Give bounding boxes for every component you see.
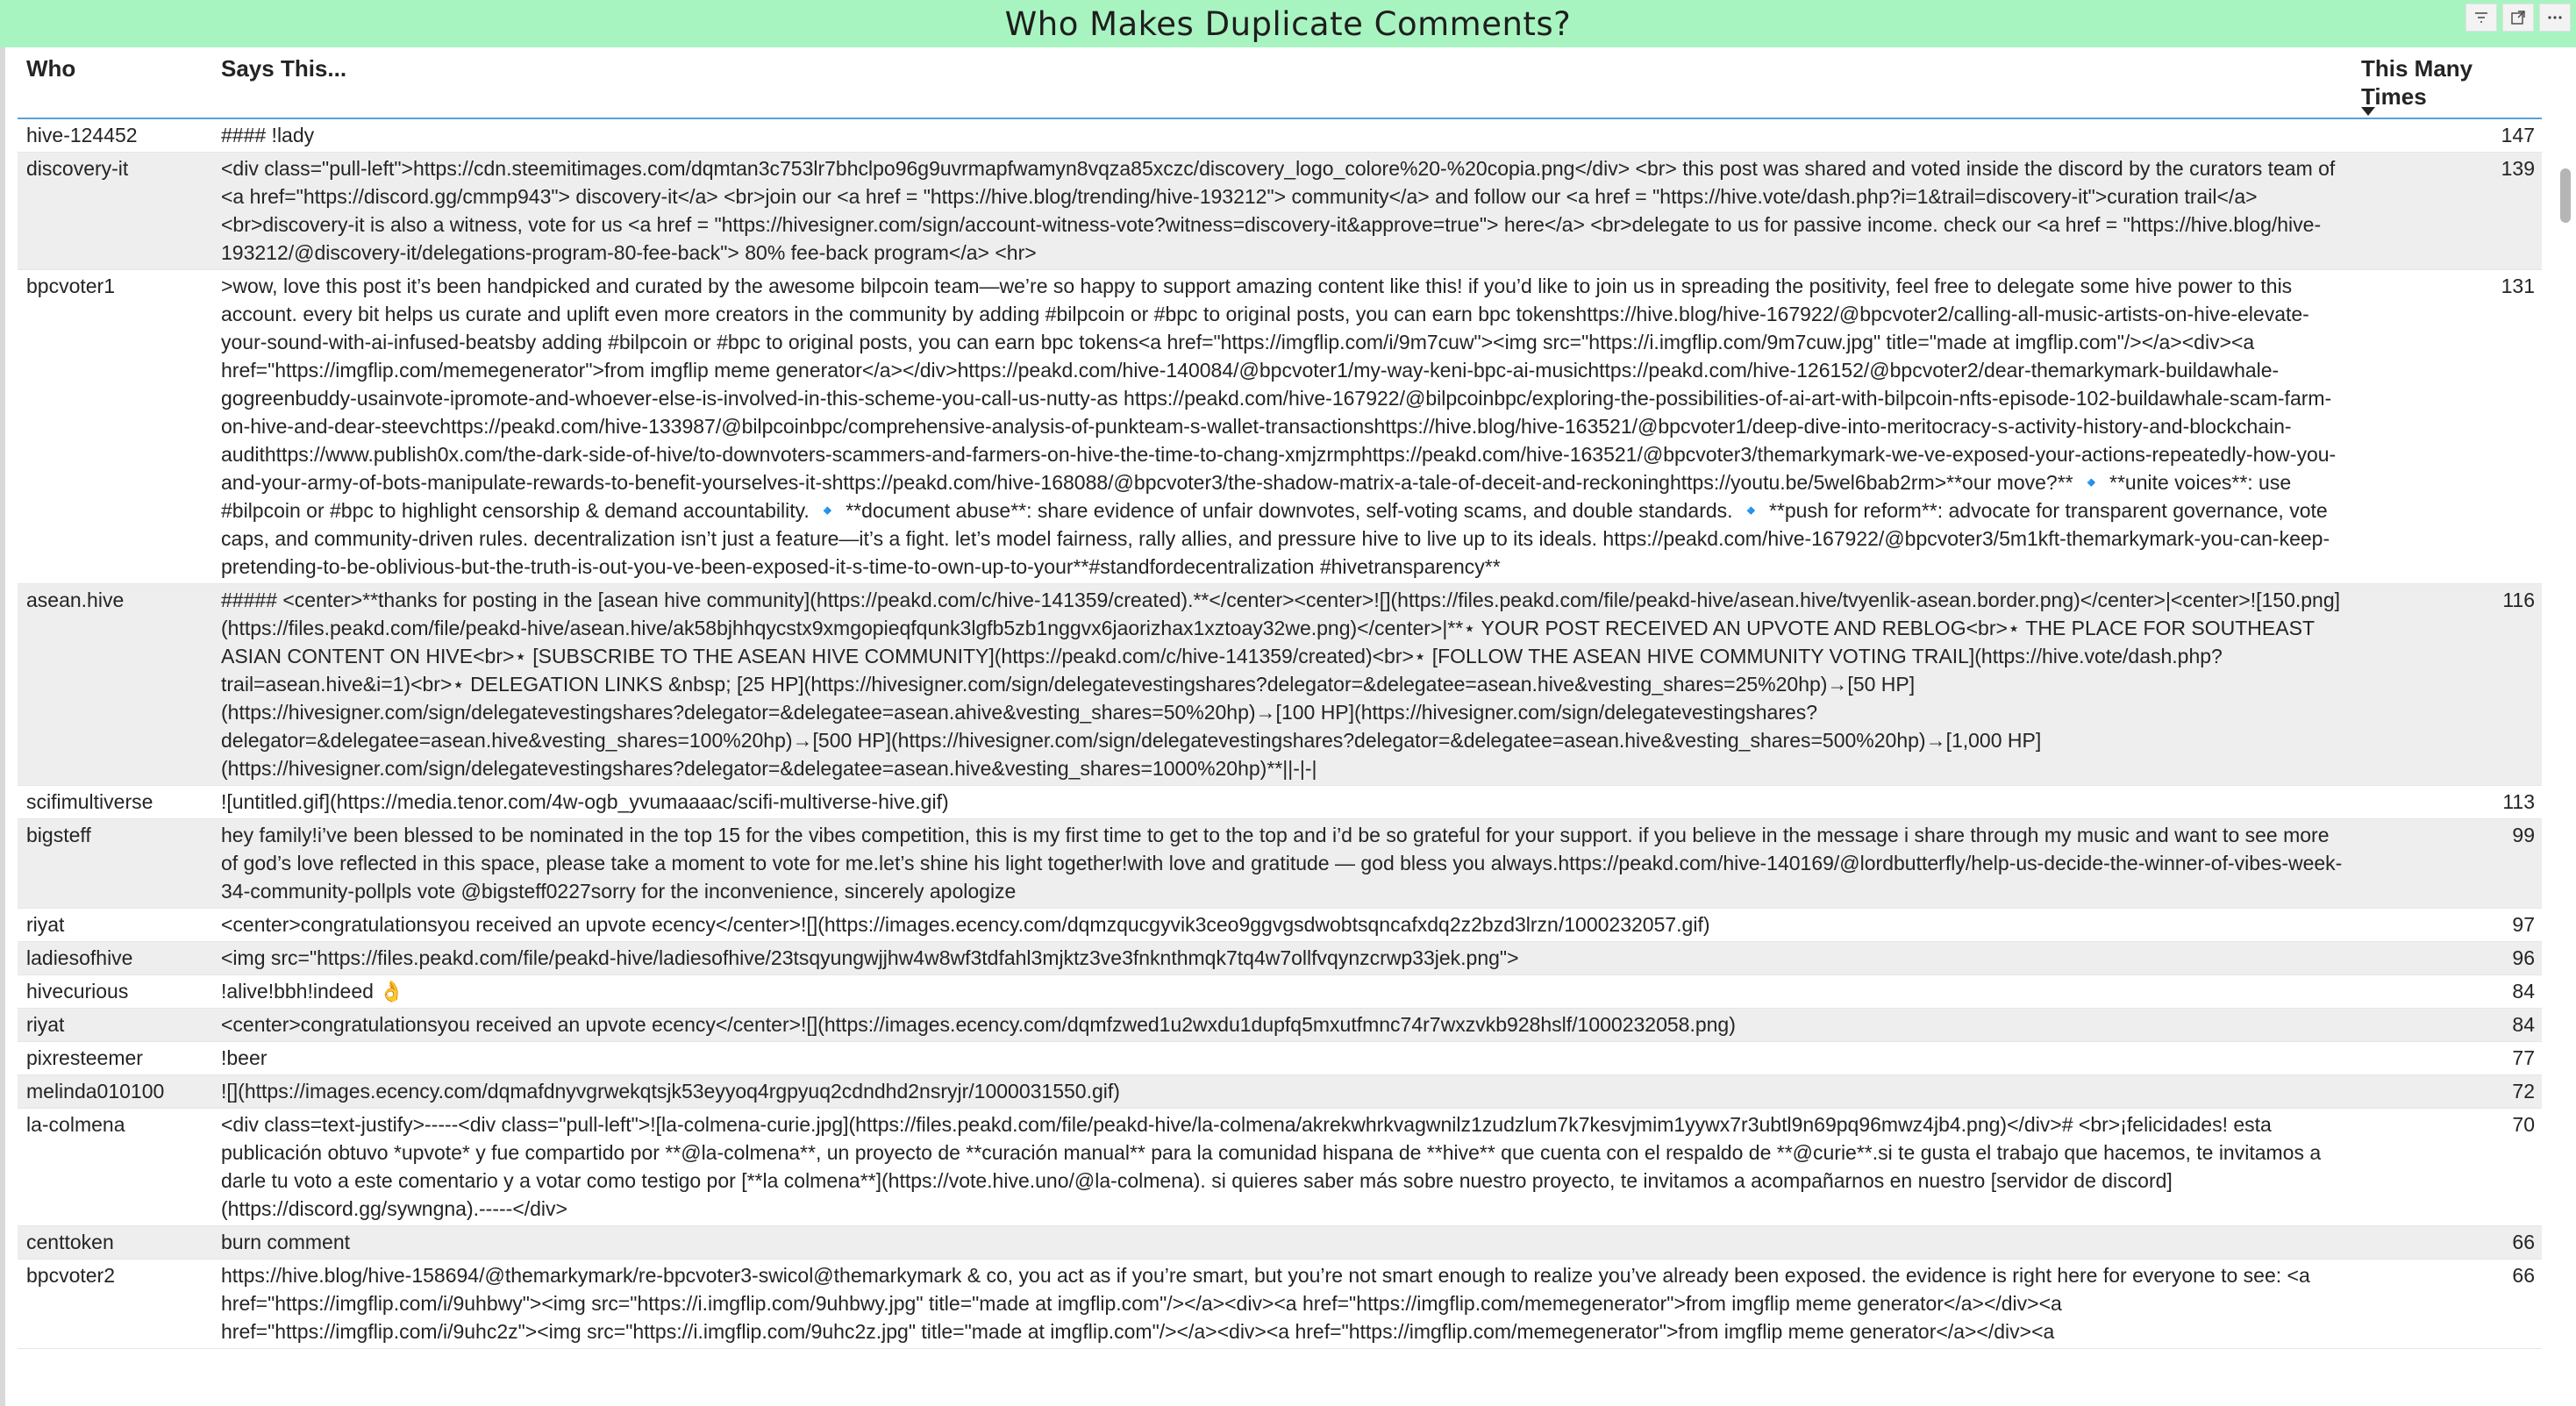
cell-who: la-colmena <box>18 1109 212 1226</box>
cell-who: discovery-it <box>18 153 212 270</box>
cell-says: >wow, love this post it’s been handpicked and curated by the awesome bilpcoin team—we’re so happy to support amazing content like this! if you’d like to join us in spreading the positivity, feel free to delegate some hive power to this account. every bit helps us curate and uplift even more creators in the community by adding #bilpcoin or #bpc to original posts, you can earn bpc tokenshttps://hive.blog/hive-167922/@bpcvoter2/calling-all-music-artists-on-hive-elevate-your-sound-with-ai-infused-beatsby adding #bilpcoin or #bpc to original posts, you can earn bpc tokens<a href="https://imgflip.com/i/9m7cuw"><img src="https://i.imgflip.com/9m7cuw.jpg" title="made at imgflip.com"/></a><div><a href="https://imgflip.com/memegenerator">from imgflip meme generator</a></div>https://peakd.com/hive-140084/@bpcvoter1/my-way-keni-bpc-ai-musichttps://peakd.com/hive-126152/@bpcvoter2/dear-themarkymark-buildawhale-gogreenbuddy-usainvote-ipromote-and-whoever-else-is-involved-in-this-scheme-you-call-us-nutty-as https://peakd.com/hive-167922/@bilpcoinbpc/exploring-the-possibilities-of-ai-art-with-bilpcoin-nfts-episode-102-buildawhale-scam-farm-on-hive-and-dear-steevchttps://peakd.com/hive-133987/@bilpcoinbpc/comprehensive-analysis-of-punkteam-s-wallet-transactionshttps://hive.blog/hive-163521/@bpcvoter1/deep-dive-into-meritocracy-s-activity-history-and-blockchain-audithttps://www.publish0x.com/the-dark-side-of-hive/to-downvoters-scammers-and-farmers-on-hive-the-time-to-chang-xmjzrmphttps://peakd.com/hive-163521/@bpcvoter3/themarkymark-we-ve-exposed-your-actions-repeatedly-how-you-and-your-army-of-bots-manipulate-rewards-to-benefit-yourselves-it-shttps://peakd.com/hive-168088/@bpcvoter3/the-shadow-matrix-a-tale-of-deceit-and-reckoninghttps://youtu.be/5wel6bab2rm>**our move?** 🔹 **unite voices**: use #bilpcoin or #bpc to highlight censorship & demand accountability. 🔹 **document abuse**: share evidence of unfair downvotes, self-voting scams, and double standards. 🔹 **push for reform**: advocate for transparent governance, vote caps, and community-driven rules. decentralization isn’t just a feature—it’s a fight. let’s model fairness, rally allies, and pressure hive to live up to its ideals. https://peakd.com/hive-167922/@bpcvoter3/5m1kft-themarkymark-you-can-keep-pretending-to-be-oblivious-but-the-truth-is-out-you-ve-been-exposed-it-s-time-to-own-up-to-your**#standfordecentralization #hivetransparency** <box>212 270 2352 584</box>
cell-who: pixresteemer <box>18 1042 212 1075</box>
table-row[interactable] <box>18 1075 2542 1109</box>
cell-times: 66 <box>2352 1260 2542 1349</box>
column-header-who[interactable]: Who <box>18 49 212 118</box>
cell-says: <center>congratulationsyou received an upvote ecency</center>![](https://images.ecency.com/dqmfzwed1u2wxdu1dupfq5mxutfmnc74r7wxzvkb928hslf/1000232058.png) <box>212 1009 2352 1042</box>
table-row[interactable] <box>18 909 2542 942</box>
visual-title-bar <box>0 0 2576 47</box>
cell-times: 70 <box>2352 1109 2542 1226</box>
table-row[interactable] <box>18 118 2542 153</box>
cell-times: 139 <box>2352 153 2542 270</box>
cell-says: ![](https://images.ecency.com/dqmafdnyvgrwekqtsjk53eyyoq4rgpyuq2cdndhd2nsryjr/1000031550.gif) <box>212 1075 2352 1109</box>
cell-times: 99 <box>2352 819 2542 909</box>
cell-times: 131 <box>2352 270 2542 584</box>
pane-edge <box>0 0 5 1406</box>
cell-times: 97 <box>2352 909 2542 942</box>
cell-times: 116 <box>2352 584 2542 786</box>
cell-times: 84 <box>2352 1009 2542 1042</box>
cell-who: asean.hive <box>18 584 212 786</box>
visual-title: Who Makes Duplicate Comments? <box>1004 4 1572 43</box>
cell-says: ##### <center>**thanks for posting in the [asean hive community](https://peakd.com/c/hive-141359/created).**</center><center>![](https://files.peakd.com/file/peakd-hive/asean.hive/tvyenlik-asean.border.png)</center>|<center>![150.png](https://files.peakd.com/file/peakd-hive/asean.hive/ak58bjhhqycstx9xmgopieqfqunk3lgfb5zb1nggvx6jaorizhax1xztoay32we.png)</center>|**⋆ YOUR POST RECEIVED AN UPVOTE AND REBLOG<br>⋆ THE PLACE FOR SOUTHEAST ASIAN CONTENT ON HIVE<br>⋆ [SUBSCRIBE TO THE ASEAN HIVE COMMUNITY](https://peakd.com/c/hive-141359/created)<br>⋆ [FOLLOW THE ASEAN HIVE COMMUNITY VOTING TRAIL](https://hive.vote/dash.php?trail=asean.hive&i=1)<br>⋆ DELEGATION LINKS &nbsp; [25 HP](https://hivesigner.com/sign/delegatevestingshares?delegator=&delegatee=asean.hive&vesting_shares=25%20hp)→[50 HP](https://hivesigner.com/sign/delegatevestingshares?delegator=&delegatee=asean.ahive&vesting_shares=50%20hp)→[100 HP](https://hivesigner.com/sign/delegatevestingshares?delegator=&delegatee=asean.hive&vesting_shares=100%20hp)→[500 HP](https://hivesigner.com/sign/delegatevestingshares?delegator=&delegatee=asean.hive&vesting_shares=500%20hp)→[1,000 HP](https://hivesigner.com/sign/delegatevestingshares?delegator=&delegatee=asean.hive&vesting_shares=1000%20hp)**||-|-| <box>212 584 2352 786</box>
table-row[interactable] <box>18 786 2542 819</box>
cell-who: riyat <box>18 909 212 942</box>
table-body <box>18 118 2542 1349</box>
table-row[interactable] <box>18 270 2542 584</box>
cell-who: scifimultiverse <box>18 786 212 819</box>
header-row <box>18 49 2542 118</box>
cell-says: hey family!i’ve been blessed to be nominated in the top 15 for the vibes competition, this is my first time to get to the top and i’d be so grateful for your support. if you believe in the message i share through my music and want to see more of god’s love reflected in this space, please take a moment to vote for me.let’s shine his light together!with love and gratitude — god bless you always.https://peakd.com/hive-140169/@lordbutterfly/help-us-decide-the-winner-of-vibes-week-34-community-pollpls vote @bigsteff0227sorry for the inconvenience, sincerely apologize <box>212 819 2352 909</box>
cell-who: bpcvoter2 <box>18 1260 212 1349</box>
cell-says: #### !lady <box>212 118 2352 153</box>
cell-says: <div class=text-justify>-----<div class="pull-left">![la-colmena-curie.jpg](https://files.peakd.com/file/peakd-hive/la-colmena/akrekwhrkvagwnilz1zudzlum7k7kesvjmim1yywx7r3ubtl9n69pq96mwz4jb4.png)</div># <br>¡felicidades! esta publicación obtuvo *upvote* y fue compartido por **@la-colmena**, un proyecto de **curación manual** para la comunidad hispana de **hive** que cuenta con el respaldo de **@curie**.si te gusta el trabajo que hacemos, te invitamos a darle tu voto a este comentario y a votar como testigo por [**la colmena**](https://vote.hive.uno/@la-colmena). si quieres saber más sobre nuestro proyecto, te invitamos a acompañarnos en nuestro [servidor de discord](https://discord.gg/sywngna).-----</div> <box>212 1109 2352 1226</box>
cell-who: ladiesofhive <box>18 942 212 975</box>
sort-descending-icon <box>2361 107 2375 116</box>
column-header-times-label: This Many Times <box>2361 55 2473 110</box>
table-row[interactable] <box>18 1226 2542 1260</box>
cell-says: <img src="https://files.peakd.com/file/peakd-hive/ladiesofhive/23tsqyungwjjhw4w8wf3tdfahl3mjktz3ve3fnknthmqk7tq4w7ollfvqynzcrwp33jek.png"> <box>212 942 2352 975</box>
table-row[interactable] <box>18 1042 2542 1075</box>
more-options-icon[interactable] <box>2539 4 2571 32</box>
cell-says: burn comment <box>212 1226 2352 1260</box>
vertical-scrollbar-track[interactable] <box>2558 132 2572 1403</box>
table-row[interactable] <box>18 1260 2542 1349</box>
cell-says: !alive!bbh!indeed 👌 <box>212 975 2352 1009</box>
cell-says: !beer <box>212 1042 2352 1075</box>
vertical-scrollbar-thumb[interactable] <box>2560 168 2571 223</box>
cell-who: riyat <box>18 1009 212 1042</box>
cell-says: ![untitled.gif](https://media.tenor.com/4w-ogb_yvumaaaac/scifi-multiverse-hive.gif) <box>212 786 2352 819</box>
cell-who: centtoken <box>18 1226 212 1260</box>
table-container <box>18 49 2544 1406</box>
cell-times: 66 <box>2352 1226 2542 1260</box>
filter-icon[interactable] <box>2465 4 2497 32</box>
duplicate-comments-table <box>18 49 2542 1349</box>
table-row[interactable] <box>18 584 2542 786</box>
cell-times: 147 <box>2352 118 2542 153</box>
cell-times: 72 <box>2352 1075 2542 1109</box>
column-header-times[interactable] <box>2352 49 2542 118</box>
cell-times: 96 <box>2352 942 2542 975</box>
table-row[interactable] <box>18 975 2542 1009</box>
visual-header-icons <box>2465 4 2571 30</box>
table-row[interactable] <box>18 1109 2542 1226</box>
cell-says: <div class="pull-left">https://cdn.steemitimages.com/dqmtan3c753lr7bhclpo96g9uvrmapfwamyn8vqza85xczc/discovery_logo_colore%20-%20copia.png</div> <br> this post was shared and voted inside the discord by the curators team of <a href="https://discord.gg/cmmp943"> discovery-it</a> <br>join our <a href = "https://hive.blog/trending/hive-193212"> community</a> and follow our <a href = "https://hive.vote/dash.php?i=1&trail=discovery-it">curation trail</a> <br>discovery-it is also a witness, vote for us <a href = "https://hivesigner.com/sign/account-witness-vote?witness=discovery-it&approve=true"> here</a> <br>delegate to us for passive income. check our <a href = "https://hive.blog/hive-193212/@discovery-it/delegations-program-80-fee-back"> 80% fee-back program</a> <hr> <box>212 153 2352 270</box>
cell-who: hivecurious <box>18 975 212 1009</box>
cell-who: hive-124452 <box>18 118 212 153</box>
table-row[interactable] <box>18 153 2542 270</box>
column-header-says[interactable]: Says This... <box>212 49 2352 118</box>
focus-mode-icon[interactable] <box>2502 4 2534 32</box>
cell-times: 77 <box>2352 1042 2542 1075</box>
cell-who: bpcvoter1 <box>18 270 212 584</box>
cell-times: 113 <box>2352 786 2542 819</box>
cell-who: bigsteff <box>18 819 212 909</box>
table-row[interactable] <box>18 1009 2542 1042</box>
cell-who: melinda010100 <box>18 1075 212 1109</box>
cell-says: https://hive.blog/hive-158694/@themarkymark/re-bpcvoter3-swicol@themarkymark & co, you act as if you’re smart, but you’re not smart enough to realize you’ve already been exposed. the evidence is right here for everyone to see: <a href="https://imgflip.com/i/9uhbwy"><img src="https://i.imgflip.com/9uhbwy.jpg" title="made at imgflip.com"/></a><div><a href="https://imgflip.com/memegenerator">from imgflip meme generator</a></div><a href="https://imgflip.com/i/9uhc2z"><img src="https://i.imgflip.com/9uhc2z.jpg" title="made at imgflip.com"/></a><div><a href="https://imgflip.com/memegenerator">from imgflip meme generator</a></div><a <box>212 1260 2352 1349</box>
table-row[interactable] <box>18 942 2542 975</box>
cell-says: <center>congratulationsyou received an upvote ecency</center>![](https://images.ecency.com/dqmzqucgyvik3ceo9ggvgsdwobtsqncafxdq2z2bzd3lrzn/1000232057.gif) <box>212 909 2352 942</box>
table-row[interactable] <box>18 819 2542 909</box>
cell-times: 84 <box>2352 975 2542 1009</box>
